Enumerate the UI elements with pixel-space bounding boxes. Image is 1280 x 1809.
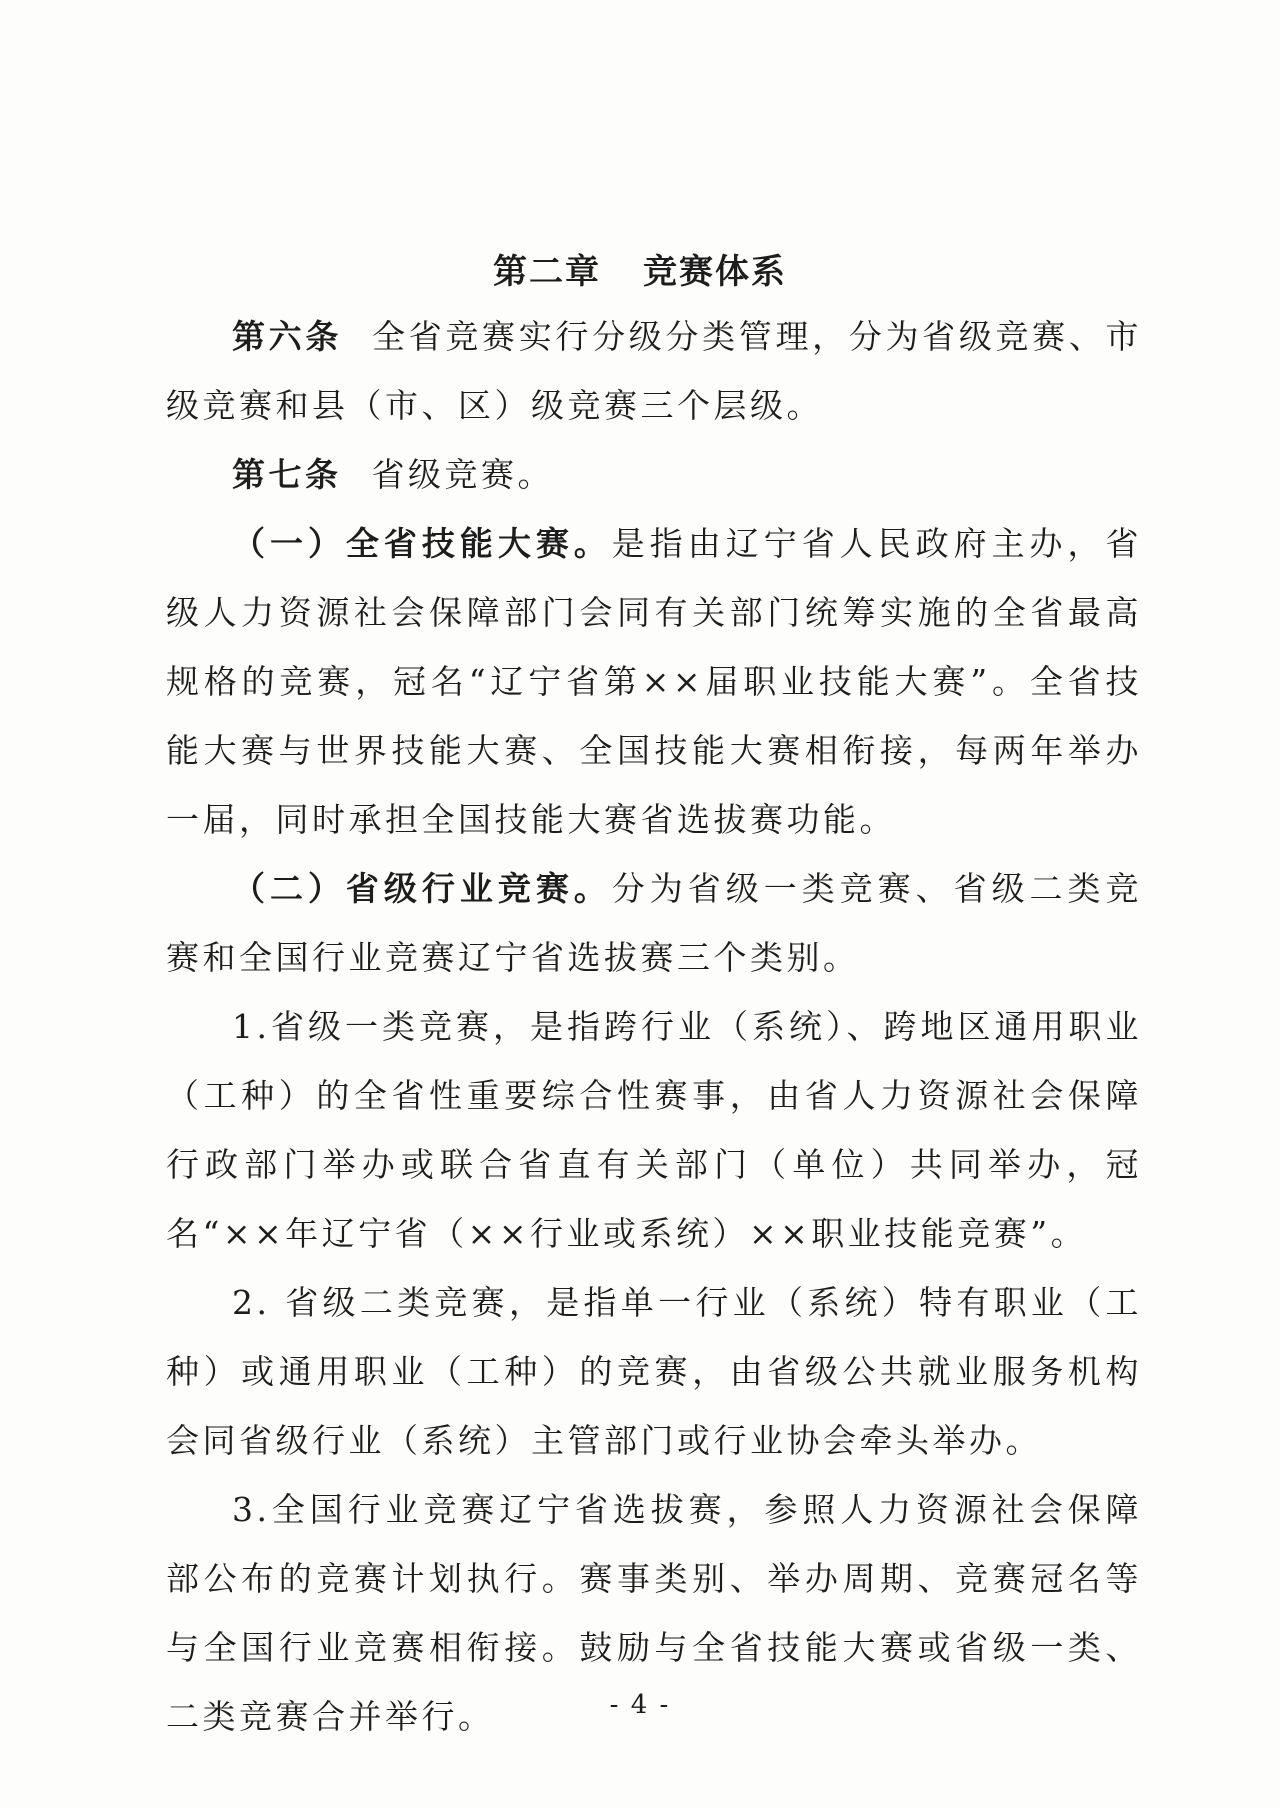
chapter-number: 第二章 [493,252,601,292]
article-7-text: 省级竞赛。 [371,455,554,494]
item-1: 1.省级一类竞赛，是指跨行业（系统）、跨地区通用职业（工种）的全省性重要综合性赛事，由省人力资源社会保障行政部门举办或联合省直有关部门（单位）共同举办，冠名“××年辽宁省（××行业或系统）××职业技能竞赛”。 [166,1007,1142,1253]
article-6 [166,302,1142,440]
section-2-text: 分为省级一类竞赛、省级二类竞赛和全国行业竞赛辽宁省选拔赛三个类别。 [166,869,1143,977]
section-1 [166,509,1142,854]
section-2-heading: （二）省级行业竞赛。 [232,869,612,908]
section-1-heading: （一）全省技能大赛。 [232,524,612,563]
article-6-text: 全省竞赛实行分级分类管理，分为省级竞赛、市级竞赛和县（市、区）级竞赛三个层级。 [166,317,1143,425]
article-7 [166,440,1142,509]
article-6-label: 第六条 [232,317,343,356]
chapter-heading [0,244,1280,293]
article-7-label: 第七条 [232,455,342,494]
section-1-text: 是指由辽宁省人民政府主办，省级人力资源社会保障部门会同有关部门统筹实施的全省最高规格的竞赛，冠名“辽宁省第××届职业技能大赛”。全省技能大赛与世界技能大赛、全国技能大赛相衔接，每两年举办一届，同时承担全国技能大赛省选拔赛功能。 [166,524,1143,839]
item-2: 2. 省级二类竞赛，是指单一行业（系统）特有职业（工种）或通用职业（工种）的竞赛，由省级公共就业服务机构会同省级行业（系统）主管部门或行业协会牵头举办。 [166,1283,1142,1460]
section-2 [166,854,1142,992]
item-3: 3.全国行业竞赛辽宁省选拔赛，参照人力资源社会保障部公布的竞赛计划执行。赛事类别、举办周期、竞赛冠名等与全国行业竞赛相衔接。鼓励与全省技能大赛或省级一类、二类竞赛合并举行。 [166,1490,1142,1736]
document-body [166,302,1142,1751]
chapter-title: 竞赛体系 [643,252,787,292]
page-number: - 4 - [609,1690,671,1720]
